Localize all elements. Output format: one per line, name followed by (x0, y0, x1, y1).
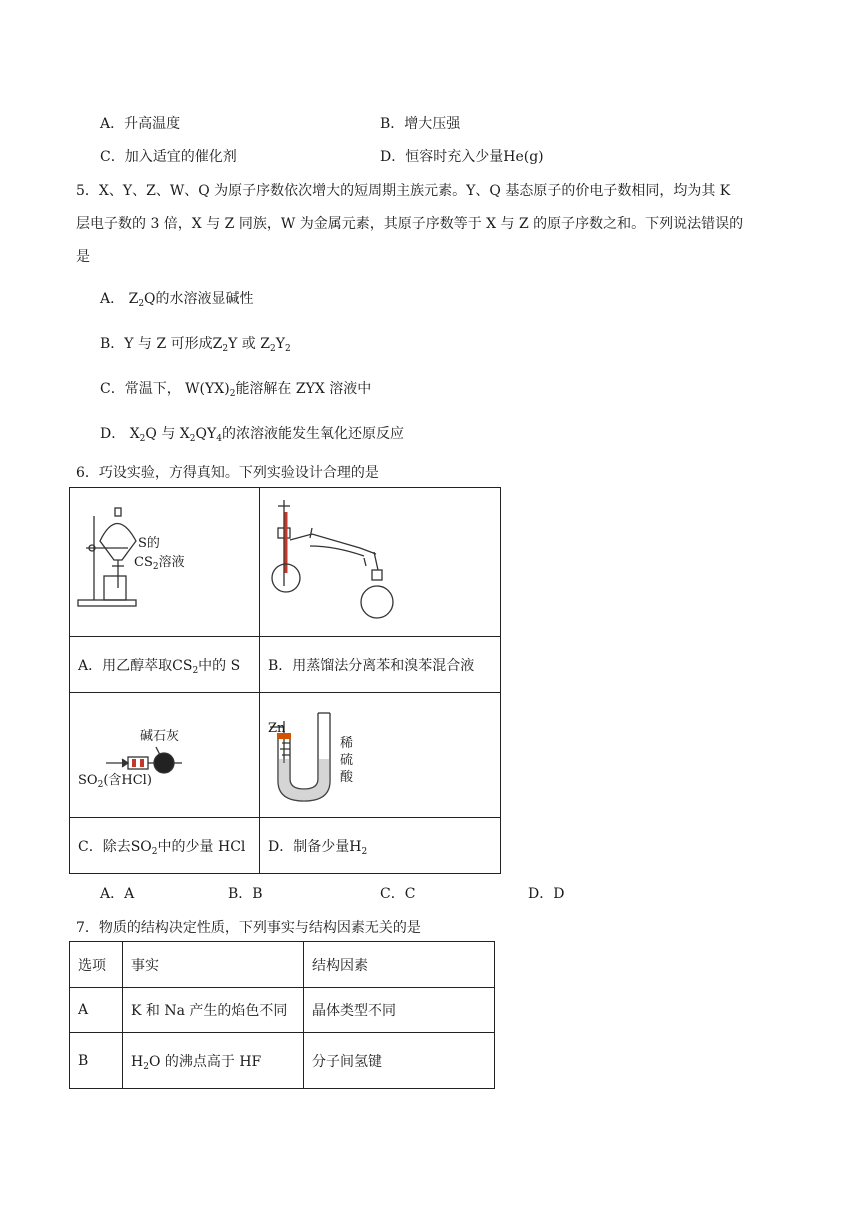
q5-stem-line2: 层电子数的 3 倍，X 与 Z 同族，W 为金属元素，其原子序数等于 X 与 Z 的原子序数之和。下列说法错误的 (76, 216, 744, 232)
q6-figure-a-cell (70, 488, 260, 637)
q5-stem-line3: 是 (76, 249, 90, 265)
q6-answer-d: D．D (528, 886, 565, 902)
figure-c-label-1: 碱石灰 (140, 729, 180, 744)
q6-caption-a-cell (70, 637, 260, 693)
q6-experiment-table (69, 487, 501, 874)
row-b-option: B (70, 1033, 123, 1089)
drying-tube-diagram (70, 693, 259, 817)
q6-answer-c: C．C (380, 886, 416, 902)
q6-caption-d: D．制备少量$H_2$ (268, 838, 368, 857)
table-row (70, 988, 495, 1033)
q5-option-b: B．Y 与 Z 可形成$Z_2Y$ 或 $Z_2Y_2$ (100, 336, 291, 354)
header-fact: 事实 (123, 942, 304, 988)
q4-option-c: C．加入适宜的催化剂 (100, 149, 237, 165)
row-a-option: A (70, 988, 123, 1033)
q4-option-d: D．恒容时充入少量He(g) (380, 149, 544, 165)
row-a-factor: 晶体类型不同 (304, 988, 495, 1033)
q6-caption-c-cell (70, 818, 260, 874)
q6-answer-a: A．A (100, 886, 135, 902)
q6-figure-d-cell (260, 693, 501, 818)
q6-caption-b: B．用蒸馏法分离苯和溴苯混合液 (268, 657, 475, 674)
q6-caption-a: A．用乙醇萃取$CS_2$中的 S (78, 657, 241, 676)
figure-d-label-acid: 稀 硫 酸 (340, 736, 354, 785)
figure-d-label-zn: Zn (268, 721, 286, 736)
figure-a-label-1: S的 (138, 536, 160, 551)
q6-caption-d-cell (260, 818, 501, 874)
q5-option-a: A． $Z_2Q$的水溶液显碱性 (100, 291, 254, 309)
q6-stem: 6．巧设实验，方得真知。下列实验设计合理的是 (76, 465, 379, 481)
q6-caption-c: C．除去$SO_2$中的少量 HCl (78, 838, 246, 857)
q4-option-b: B．增大压强 (380, 116, 461, 132)
q5-option-c: C．常温下， $W(YX)_2$能溶解在 ZYX 溶液中 (100, 381, 372, 399)
table-header-row (70, 942, 495, 988)
q7-table (69, 941, 495, 1089)
q5-option-d: D． $X_2Q$ 与 $X_2QY_4$的浓溶液能发生氧化还原反应 (100, 426, 404, 444)
figure-a-label-2: $CS_2$溶液 (134, 555, 185, 572)
q6-figure-c-cell (70, 693, 260, 818)
q6-answer-b: B．B (228, 886, 263, 902)
row-b-fact: $H_2O$ 的沸点高于 HF (123, 1033, 304, 1089)
distillation-apparatus-diagram (260, 488, 500, 636)
q6-caption-b-cell (260, 637, 501, 693)
q5-stem-line1: 5．X、Y、Z、W、Q 为原子序数依次增大的短周期主族元素。Y、Q 基态原子的价电子数相同，均为其 K (76, 183, 731, 199)
header-factor: 结构因素 (304, 942, 495, 988)
q7-stem: 7．物质的结构决定性质，下列事实与结构因素无关的是 (76, 920, 421, 936)
q4-option-a: A．升高温度 (100, 116, 181, 132)
row-b-factor: 分子间氢键 (304, 1033, 495, 1089)
u-tube-diagram (260, 693, 500, 817)
figure-c-label-2: $SO_2$(含HCl) (78, 773, 152, 790)
q6-figure-b-cell (260, 488, 501, 637)
row-a-fact: K 和 Na 产生的焰色不同 (123, 988, 304, 1033)
table-row (70, 1033, 495, 1089)
header-option: 选项 (70, 942, 123, 988)
